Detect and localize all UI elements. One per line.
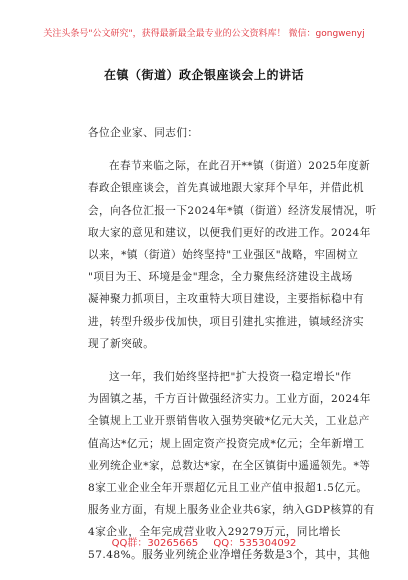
- paragraph-line: 会，向各位汇报一下2024年*镇（街道）经济发展情况，听: [88, 204, 377, 217]
- footer-contact: [0, 534, 408, 549]
- paragraph-line: 进，转型升级步伐加快，项目引建扎实推进，镇域经济实: [88, 315, 365, 328]
- paragraph-line: 服务业方面，有规上服务业企业共6家，纳入GDP核算的有: [88, 504, 375, 517]
- paragraph-line: 全镇规上工业开票销售收入强势突破*亿元大关，工业总产: [88, 415, 370, 428]
- paragraph-line: 57.48%。服务业列统企业净增任务数是3个，其中，其他: [88, 548, 371, 561]
- paragraph-line: 在春节来临之际，在此召开**镇（街道）2025年度新: [109, 160, 371, 173]
- paragraph-line: 现了新突破。: [88, 337, 155, 350]
- paragraph-line: 这一年，我们始终坚持把"扩大投资一稳定增长"作: [109, 371, 352, 384]
- greeting: 各位企业家、同志们：: [88, 127, 199, 139]
- paragraph-line: 值高达*亿元；规上固定资产投资完成*亿元；全年新增工: [88, 437, 365, 450]
- header-promo-note: 关注头条号"公文研究"，获得最新最全最专业的公文资料库！ 微信：gongwenyj: [43, 29, 365, 39]
- paragraph-line: 凝神聚力抓项目，主攻重特大项目建设，主要指标稳中有: [88, 293, 365, 306]
- footer-qq-group: QQ群：30265665: [111, 538, 199, 549]
- paragraph-line: 春政企银座谈会，首先真诚地跟大家拜个早年，并借此机: [88, 182, 365, 195]
- paragraph-line: 4家企业，全年完成营业收入29279万元，同比增长: [88, 526, 341, 539]
- paragraph-line: "项目为王、环境是金"理念，全力聚焦经济建设主战场: [88, 271, 353, 284]
- document-title: 在镇（街道）政企银座谈会上的讲话: [103, 68, 304, 82]
- paragraph-1: [88, 155, 377, 355]
- paragraph-line: 取大家的意见和建议，以便我们更好的改进工作。2024年: [88, 226, 371, 239]
- paragraph-line: 8家工业企业全年开票超亿元且工业产值申报超1.5亿元。: [88, 482, 368, 495]
- document-body: [88, 122, 377, 566]
- paragraph-line: 业列统企业*家，总数达*家，在全区镇街中遥遥领先。*等: [88, 459, 371, 472]
- footer-qq: QQ：535304092: [213, 538, 297, 549]
- paragraph-line: 以来，*镇（街道）始终坚持"工业强区"战略，牢固树立: [88, 249, 359, 262]
- paragraph-line: 为固镇之基，千方百计做强经济实力。工业方面，2024年: [88, 393, 371, 406]
